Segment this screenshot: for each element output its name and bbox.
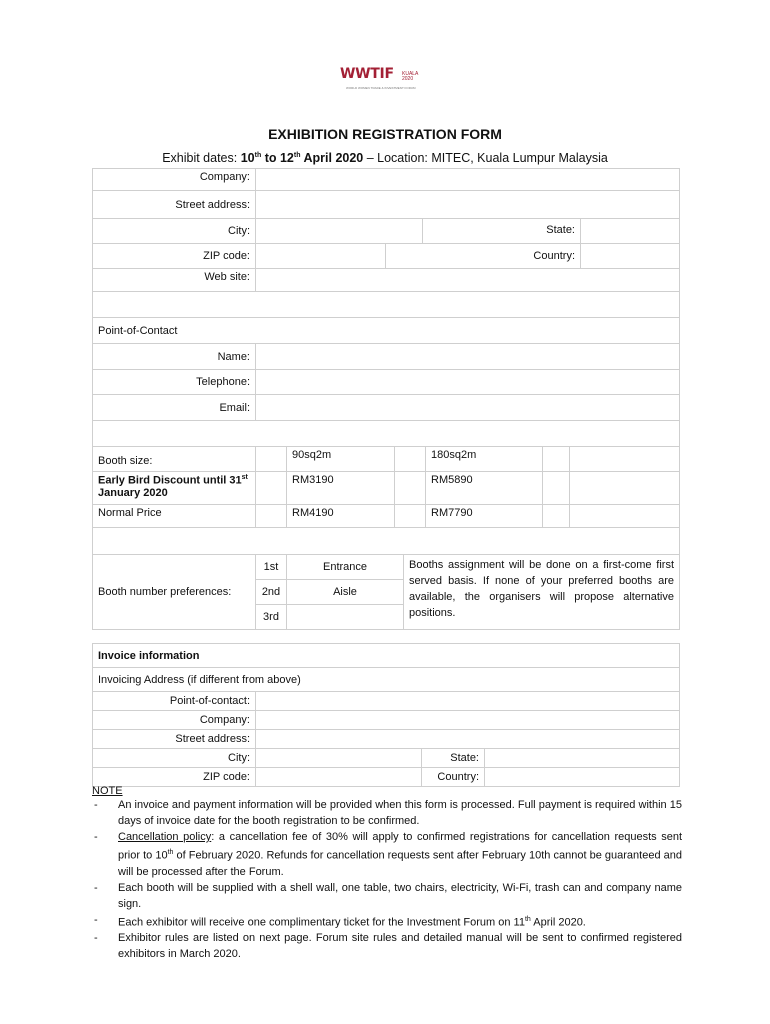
city-label: City: (93, 219, 256, 244)
name-label: Name: (93, 344, 256, 370)
normal-price-180: RM7790 (426, 505, 543, 528)
country-label: Country: (386, 244, 581, 269)
note-item: - Each exhibitor will receive one complimentary ticket for the Investment Forum on 11th April 2020. (94, 913, 586, 929)
telephone-label: Telephone: (93, 370, 256, 395)
size2-checkbox[interactable] (395, 447, 426, 472)
spacer-row (93, 421, 680, 447)
pref2-label: 2nd (256, 580, 287, 605)
logo-tagline: WORLD WOMEN TRADE & INVESTMENT FORUM (346, 86, 416, 90)
notes-heading: NOTE (92, 785, 123, 797)
pref1-label: 1st (256, 555, 287, 580)
spacer-row (93, 292, 680, 318)
zip-label: ZIP code: (93, 244, 256, 269)
normal-price-90: RM4190 (287, 505, 395, 528)
invoice-city-field[interactable] (256, 749, 422, 768)
size1-checkbox[interactable] (256, 447, 287, 472)
note-item: - Cancellation policy: a cancellation fee of 30% will apply to confirmed registrations for cancellation requests sent prior to 10th of February 2020. Refunds for cancellation requests sent after February 10th cannot be guaranteed and will be processed after the Forum. (94, 831, 683, 878)
email-label: Email: (93, 395, 256, 421)
street-label: Street address: (93, 191, 256, 219)
note-item: - Exhibitor rules are listed on next page. Forum site rules and detailed manual will be sent to confirmed registered exhibitors in March 2020. (94, 932, 682, 961)
invoice-state-label: State: (422, 749, 485, 768)
size1-label: 90sq2m (287, 447, 395, 472)
invoice-heading: Invoice information (93, 644, 680, 668)
invoice-state-field[interactable] (485, 749, 680, 768)
state-label: State: (546, 224, 575, 236)
invoice-street-field[interactable] (256, 730, 680, 749)
website-label: Web site: (93, 269, 256, 292)
invoice-address-label: Invoicing Address (if different from above) (93, 668, 680, 692)
invoice-poc-label: Point-of-contact: (93, 692, 256, 711)
spacer-row (93, 528, 680, 555)
pref3-label: 3rd (256, 605, 287, 630)
email-field[interactable] (256, 395, 680, 421)
booth-pricing-table (92, 446, 680, 555)
state-field[interactable] (581, 219, 680, 244)
pref1-field[interactable]: Entrance (287, 555, 404, 580)
early-bird-label: Early Bird Discount until 31st January 2020 (93, 472, 256, 505)
pref3-field[interactable] (287, 605, 404, 630)
form-subtitle: Exhibit dates: 10th to 12th April 2020 – Location: MITEC, Kuala Lumpur Malaysia (162, 151, 608, 165)
invoice-table (92, 643, 680, 787)
country-field[interactable] (581, 244, 680, 269)
cancellation-policy-link: Cancellation policy (118, 831, 212, 843)
note-item: - Each booth will be supplied with a shell wall, one table, two chairs, electricity, Wi-Fi, trash can and company name sign. (94, 881, 682, 910)
company-info-table (92, 168, 680, 447)
invoice-zip-label: ZIP code: (93, 768, 256, 787)
name-field[interactable] (256, 344, 680, 370)
invoice-country-label: Country: (422, 768, 485, 787)
logo-text: WWTIF (340, 66, 394, 82)
wwtif-logo (340, 66, 430, 96)
note-item: - An invoice and payment information will be provided when this form is processed. Full payment is required within 15 days of invoice date for the booth registration to be confirmed. (94, 799, 682, 827)
company-label: Company: (93, 169, 256, 191)
normal-price-label: Normal Price (93, 505, 256, 528)
notes-section (92, 785, 682, 962)
early-bird-price-90: RM3190 (287, 472, 395, 505)
website-field[interactable] (256, 269, 680, 292)
booth-pref-label: Booth number preferences: (93, 555, 256, 630)
logo-year: KUALA 2020 (402, 71, 419, 82)
telephone-field[interactable] (256, 370, 680, 395)
booth-size-label: Booth size: (93, 447, 256, 472)
booth-preference-table (92, 554, 680, 630)
zip-field[interactable] (256, 244, 386, 269)
invoice-company-label: Company: (93, 711, 256, 730)
early-bird-price-180: RM5890 (426, 472, 543, 505)
invoice-poc-field[interactable] (256, 692, 680, 711)
invoice-country-field[interactable] (485, 768, 680, 787)
size3-checkbox[interactable] (543, 447, 570, 472)
invoice-company-field[interactable] (256, 711, 680, 730)
invoice-city-label: City: (93, 749, 256, 768)
street-field[interactable] (256, 191, 680, 219)
booth-pref-note: Booths assignment will be done on a first-come first served basis. If none of your preferred booths are available, the organisers will propose alternative positions. (404, 555, 680, 630)
invoice-street-label: Street address: (93, 730, 256, 749)
pref2-field[interactable]: Aisle (287, 580, 404, 605)
form-title: EXHIBITION REGISTRATION FORM (268, 126, 502, 142)
company-field[interactable] (256, 169, 680, 191)
size2-label: 180sq2m (426, 447, 543, 472)
poc-heading: Point-of-Contact (93, 318, 680, 344)
city-field[interactable] (256, 219, 581, 244)
invoice-zip-field[interactable] (256, 768, 422, 787)
